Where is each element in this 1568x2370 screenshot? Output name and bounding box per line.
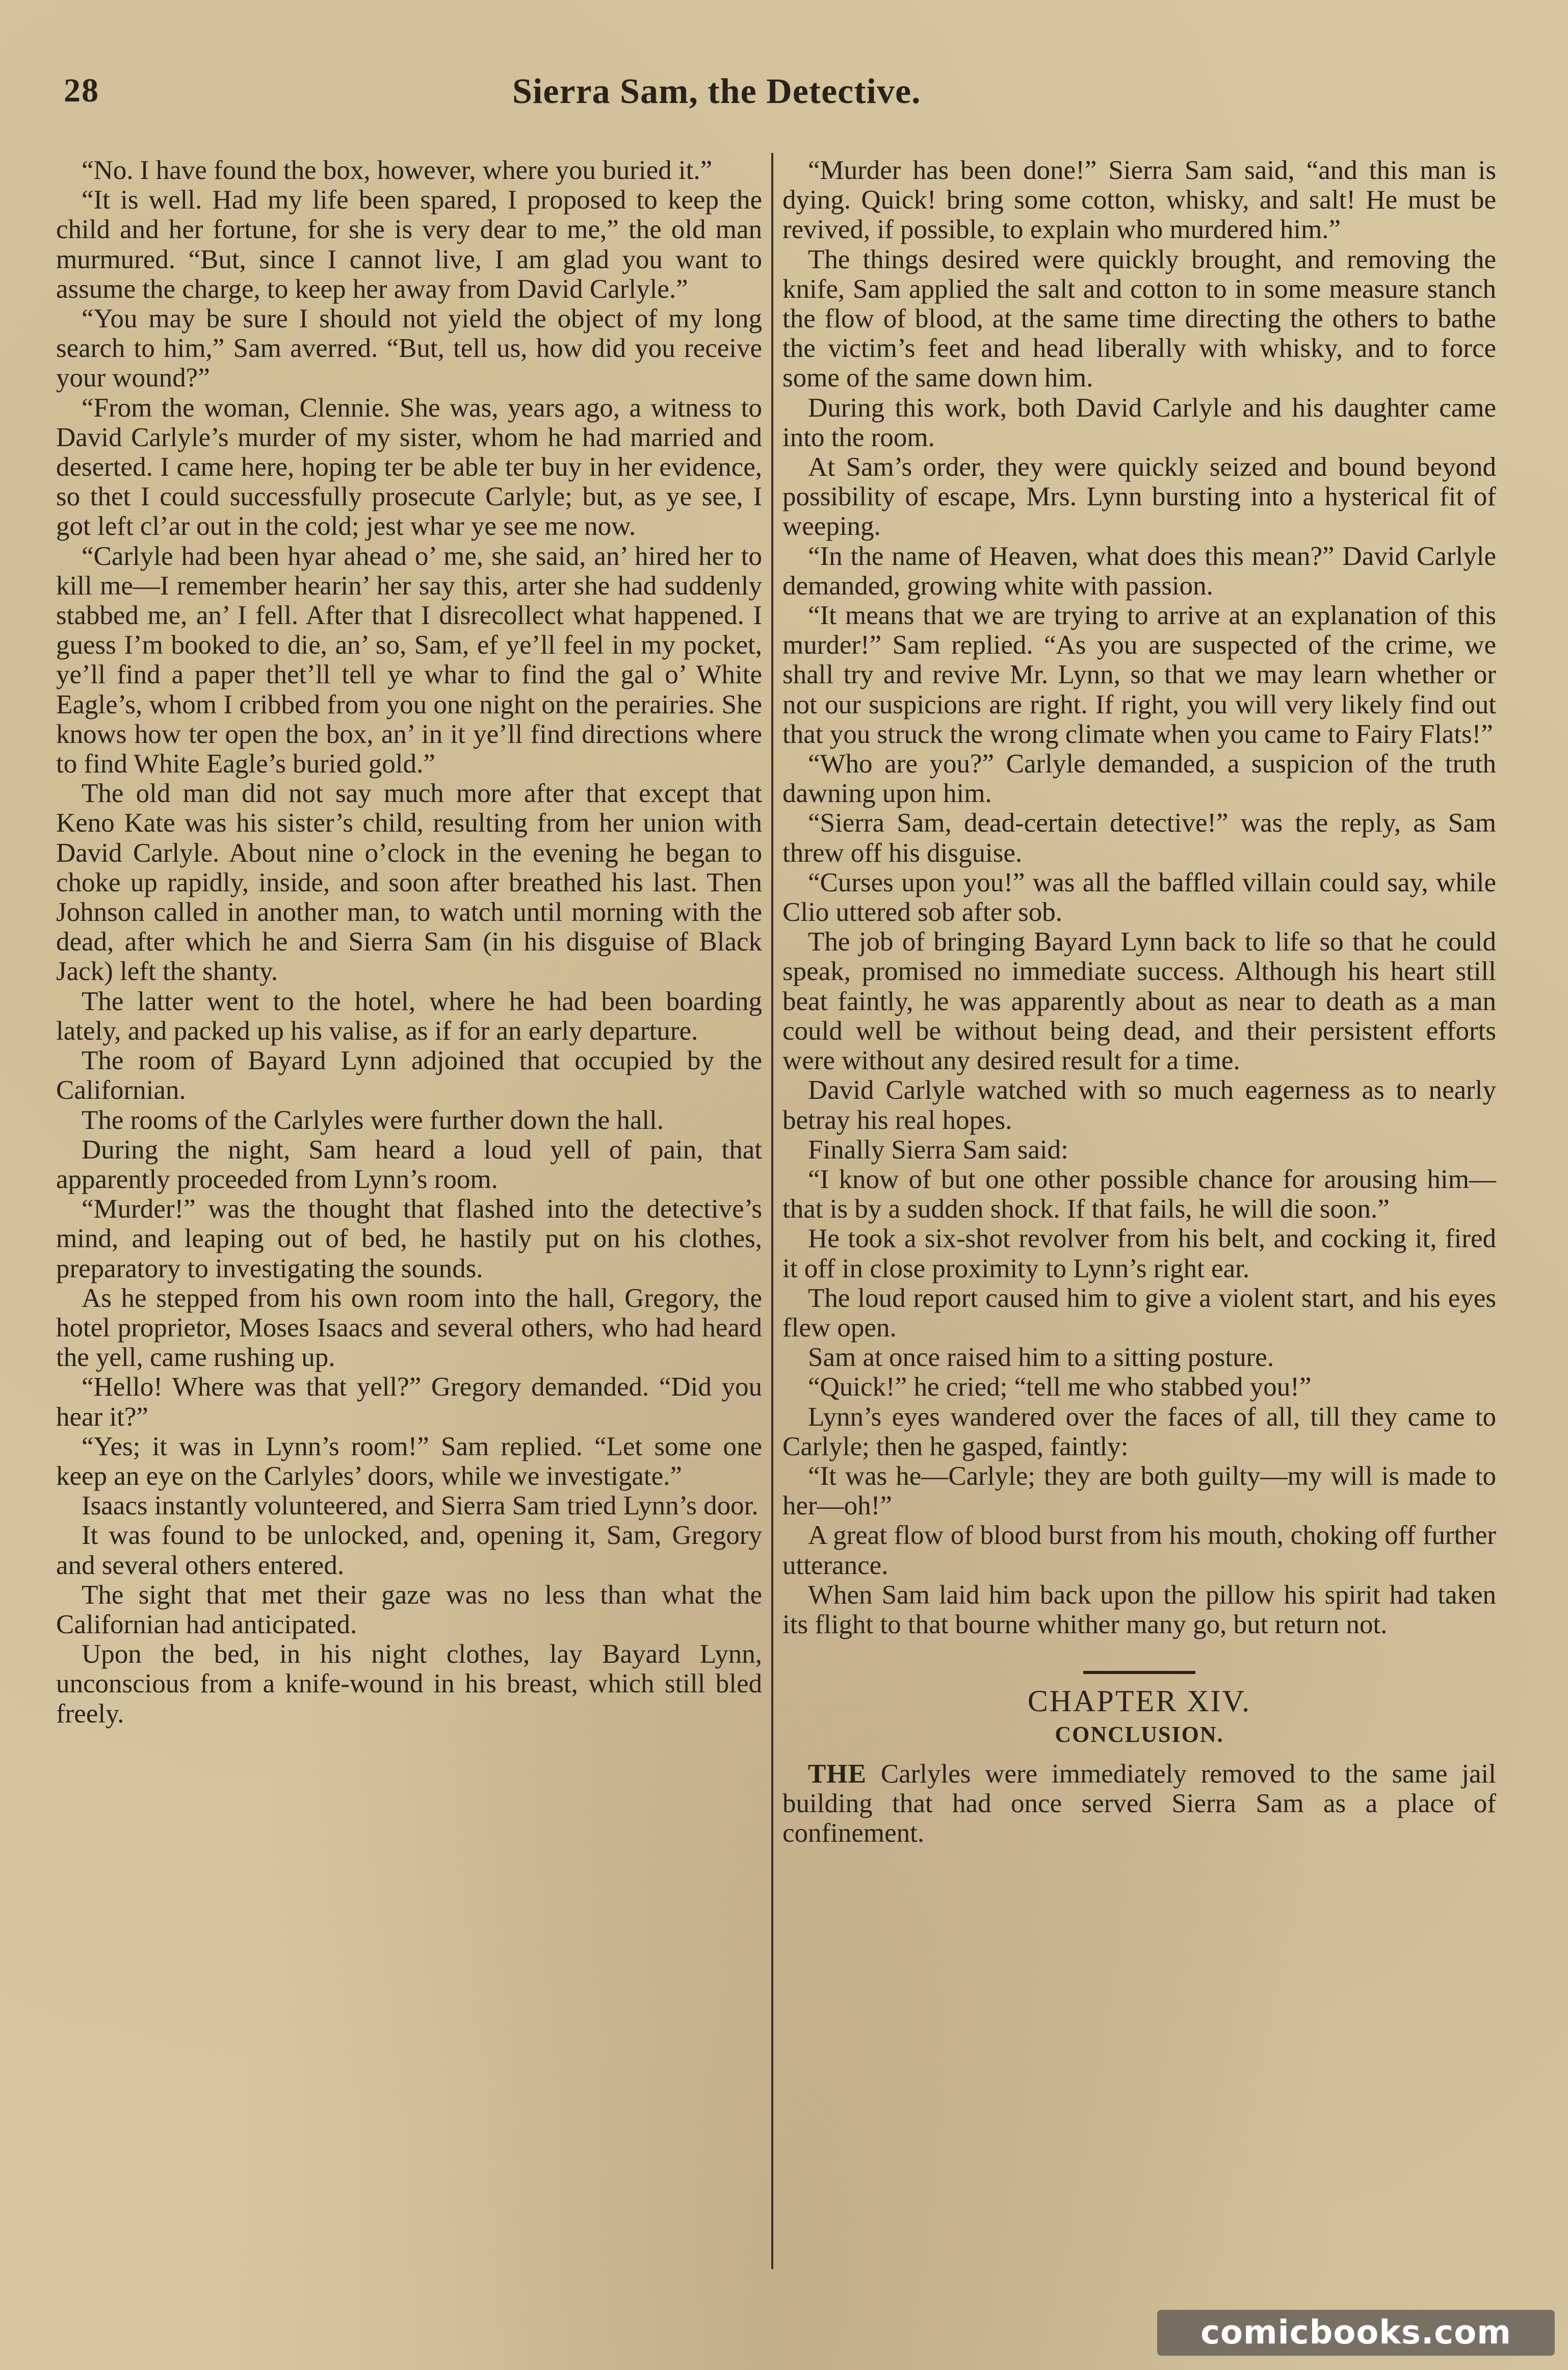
paragraph: When Sam laid him back upon the pillow his spirit had taken its flight to that bourne whither many go, but return not. bbox=[782, 1580, 1496, 1639]
paragraph: “Hello! Where was that yell?” Gregory demanded. “Did you hear it?” bbox=[56, 1372, 762, 1432]
paragraph: As he stepped from his own room into the hall, Gregory, the hotel proprietor, Moses Isaacs and several others, who had heard the yell, came rushing up. bbox=[56, 1283, 762, 1373]
paragraph: The job of bringing Bayard Lynn back to life so that he could speak, promised no immediate success. Although his heart still beat faintly, he was apparently about as near to death as a man could well be without being dead, and their persistent efforts were without any desired result for a time. bbox=[782, 927, 1496, 1076]
right-column bbox=[782, 156, 1496, 1848]
paragraph: Isaacs instantly volunteered, and Sierra Sam tried Lynn’s door. bbox=[82, 1491, 759, 1521]
paragraph: “Murder!” was the thought that flashed into the detective’s mind, and leaping out of bed, he hastily put on his clothes, preparatory to investigating the sounds. bbox=[56, 1194, 762, 1283]
paragraph: “Carlyle had been hyar ahead o’ me, she said, an’ hired her to kill me—I remember hearin’ her say this, arter she had suddenly stabbed me, an’ I fell. After that I disrecollect what happened. I guess I’m booked to die, an’ so, Sam, ef ye’ll feel in my pocket, ye’ll find a paper thet’ll tell ye whar to find the gal o’ White Eagle’s, whom I cribbed from you one night on the perairies. She knows how ter open the box, an’ in it ye’ll find directions where to find White Eagle’s buried gold.” bbox=[56, 541, 763, 779]
paragraph: The things desired were quickly brought, and removing the knife, Sam applied the salt and cotton to in some measure stanch the flow of blood, at the same time directing the others to bathe the victim’s feet and head liberally with whisky, and to force some of the same down him. bbox=[782, 244, 1496, 393]
paragraph: “No. I have found the box, however, where you buried it.” bbox=[82, 156, 713, 185]
paragraph: “You may be sure I should not yield the object of my long search to him,” Sam averred. “But, tell us, how did you receive your wound?” bbox=[56, 304, 762, 393]
paragraph: It was found to be unlocked, and, opening it, Sam, Gregory and several others entered. bbox=[56, 1521, 762, 1580]
paragraph: The rooms of the Carlyles were further down the hall. bbox=[82, 1105, 664, 1135]
page-number: 28 bbox=[64, 72, 99, 109]
paragraph: During the night, Sam heard a loud yell of pain, that apparently proceeded from Lynn’s room. bbox=[56, 1135, 762, 1194]
paragraph: “From the woman, Clennie. She was, years ago, a witness to David Carlyle’s murder of my sister, whom he had married and deserted. I came here, hoping ter be able ter buy in her evidence, so thet I could successfully prosecute Carlyle; but, as ye see, I got left cl’ar out in the cold; jest whar ye see me now. bbox=[56, 393, 762, 542]
column-divider bbox=[771, 153, 773, 2269]
paragraph: Upon the bed, in his night clothes, lay Bayard Lynn, unconscious from a knife-wound in his breast, which still bled freely. bbox=[56, 1639, 762, 1729]
running-head: Sierra Sam, the Detective. bbox=[512, 72, 921, 111]
chapter-rule bbox=[1083, 1671, 1195, 1674]
chapter-lead-word: THE bbox=[808, 1759, 867, 1789]
paragraph: A great flow of blood burst from his mouth, choking off further utterance. bbox=[782, 1521, 1496, 1580]
paragraph: The latter went to the hotel, where he had been boarding lately, and packed up his valise, as if for an early departure. bbox=[56, 986, 762, 1046]
paragraph: “Curses upon you!” was all the baffled villain could say, while Clio uttered sob after sob. bbox=[782, 867, 1496, 928]
paragraph: “It was he—Carlyle; they are both guilty—my will is made to her—oh!” bbox=[782, 1461, 1496, 1521]
paragraph: Lynn’s eyes wandered over the faces of all, till they came to Carlyle; then he gasped, faintly: bbox=[782, 1402, 1496, 1461]
paragraph: “Quick!” he cried; “tell me who stabbed you!” bbox=[808, 1372, 1312, 1402]
paragraph: “Yes; it was in Lynn’s room!” Sam replied. “Let some one keep an eye on the Carlyles’ doors, while we investigate.” bbox=[56, 1431, 762, 1491]
paragraph: “I know of but one other possible chance for arousing him—that is by a sudden shock. If that fails, he will die soon.” bbox=[782, 1164, 1496, 1224]
paragraph: Sam at once raised him to a sitting posture. bbox=[808, 1343, 1274, 1373]
chapter-opening-paragraph bbox=[782, 1759, 1496, 1848]
paragraph: Finally Sierra Sam said: bbox=[808, 1135, 1068, 1165]
chapter-title: CHAPTER XIV. bbox=[1027, 1684, 1251, 1718]
chapter-opening-text: Carlyles were immediately removed to the same jail building that had once served Sierra Sam as a place of confinement. bbox=[782, 1759, 1497, 1848]
paragraph: “Sierra Sam, dead-certain detective!” was the reply, as Sam threw off his disguise. bbox=[782, 808, 1496, 868]
paragraph: “Who are you?” Carlyle demanded, a suspicion of the truth dawning upon him. bbox=[782, 749, 1496, 809]
paragraph: “It means that we are trying to arrive at an explanation of this murder!” Sam replied. “As you are suspected of the crime, we shall try and revive Mr. Lynn, so that we may learn whether or not our suspicions are right. If right, you will very likely find out that you struck the wrong climate when you came to Fairy Flats!” bbox=[782, 601, 1496, 749]
paragraph: During this work, both David Carlyle and his daughter came into the room. bbox=[782, 393, 1496, 452]
page-header bbox=[64, 71, 1522, 127]
paragraph: “Murder has been done!” Sierra Sam said, “and this man is dying. Quick! bring some cotton, whisky, and salt! He must be revived, if possible, to explain who murdered him.” bbox=[782, 156, 1496, 245]
left-column bbox=[56, 156, 762, 1729]
paragraph: “In the name of Heaven, what does this mean?” David Carlyle demanded, growing white with passion. bbox=[782, 541, 1496, 601]
chapter-subtitle: CONCLUSION. bbox=[1055, 1722, 1224, 1747]
paragraph: The loud report caused him to give a violent start, and his eyes flew open. bbox=[782, 1283, 1496, 1343]
paragraph: David Carlyle watched with so much eagerness as to nearly betray his real hopes. bbox=[782, 1075, 1496, 1135]
paragraph: The room of Bayard Lynn adjoined that occupied by the Californian. bbox=[56, 1046, 762, 1105]
paragraph: The sight that met their gaze was no less than what the Californian had anticipated. bbox=[56, 1580, 762, 1639]
paragraph: “It is well. Had my life been spared, I proposed to keep the child and her fortune, for she is very dear to me,” the old man murmured. “But, since I cannot live, I am glad you want to assume the charge, to keep her away from David Carlyle.” bbox=[56, 185, 762, 304]
paragraph: He took a six-shot revolver from his belt, and cocking it, fired it off in close proximity to Lynn’s right ear. bbox=[782, 1224, 1496, 1283]
paragraph: The old man did not say much more after that except that Keno Kate was his sister’s child, resulting from her union with David Carlyle. About nine o’clock in the evening he began to choke up rapidly, inside, and soon after breathed his last. Then Johnson called in another man, to watch until morning with the dead, after which he and Sierra Sam (in his disguise of Black Jack) left the shanty. bbox=[56, 779, 762, 987]
paragraph: At Sam’s order, they were quickly seized and bound beyond possibility of escape, Mrs. Lynn bursting into a hysterical fit of weeping. bbox=[782, 452, 1496, 542]
watermark-logo: comicbooks.com bbox=[1157, 2310, 1555, 2356]
